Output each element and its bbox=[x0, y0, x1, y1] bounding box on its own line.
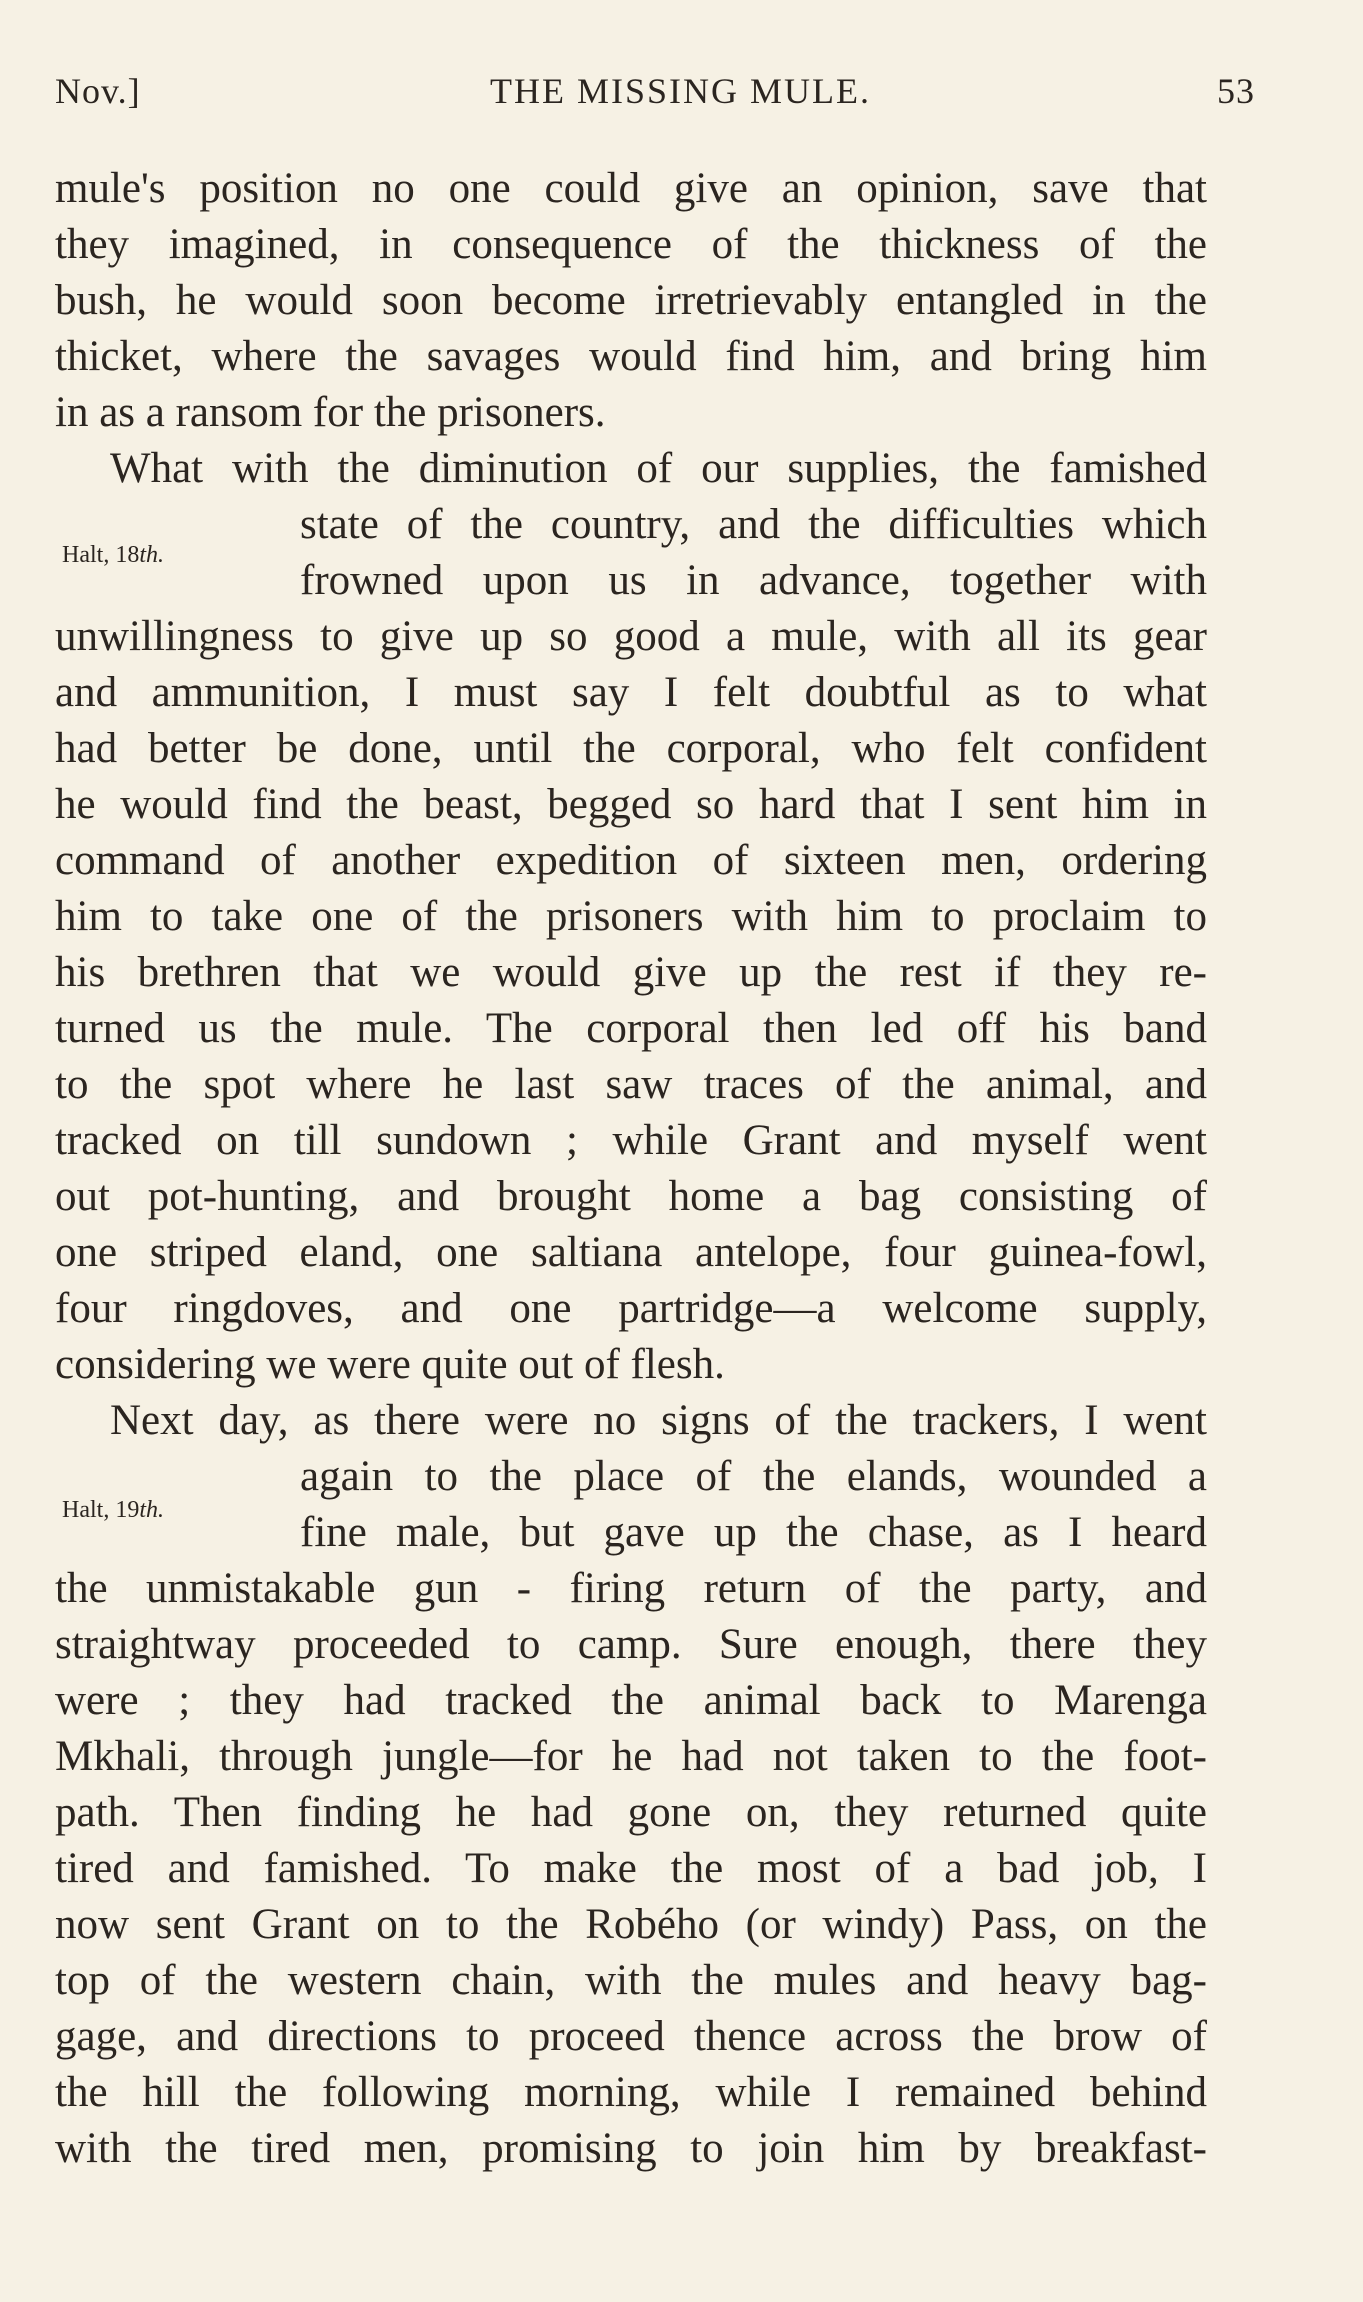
body-line: the unmistakable gun - firing return of the party, and bbox=[55, 1565, 1207, 1612]
body-line: they imagined, in consequence of the thickness of the bbox=[55, 221, 1207, 268]
body-line: turned us the mule. The corporal then led off his band bbox=[55, 1005, 1207, 1052]
body-line: straightway proceeded to camp. Sure enough, there they bbox=[55, 1621, 1207, 1668]
body-line: path. Then finding he had gone on, they returned quite bbox=[55, 1789, 1207, 1836]
body-line: unwillingness to give up so good a mule, with all its gear bbox=[55, 613, 1207, 660]
body-line: his brethren that we would give up the rest if they re- bbox=[55, 949, 1207, 996]
body-line: now sent Grant on to the Robého (or windy) Pass, on the bbox=[55, 1901, 1207, 1948]
body-line: fine male, but gave up the chase, as I heard bbox=[300, 1509, 1207, 1556]
body-line: were ; they had tracked the animal back to Marenga bbox=[55, 1677, 1207, 1724]
body-line: him to take one of the prisoners with him to proclaim to bbox=[55, 893, 1207, 940]
body-line: considering we were quite out of flesh. bbox=[55, 1341, 725, 1388]
margin-note-halt-18: Halt, 18th. bbox=[62, 542, 164, 568]
body-line: Mkhali, through jungle—for he had not taken to the foot- bbox=[55, 1733, 1207, 1780]
body-line: with the tired men, promising to join him by breakfast- bbox=[55, 2125, 1207, 2172]
running-header bbox=[55, 70, 1255, 120]
header-month: Nov.] bbox=[55, 71, 141, 111]
body-line: mule's position no one could give an opinion, save that bbox=[55, 165, 1207, 212]
margin-note-halt-19: Halt, 19th. bbox=[62, 1497, 164, 1523]
body-line: four ringdoves, and one partridge—a welcome supply, bbox=[55, 1285, 1207, 1332]
body-line: he would find the beast, begged so hard that I sent him in bbox=[55, 781, 1207, 828]
body-line: thicket, where the savages would find him, and bring him bbox=[55, 333, 1207, 380]
body-line: the hill the following morning, while I remained behind bbox=[55, 2069, 1207, 2116]
body-line: gage, and directions to proceed thence across the brow of bbox=[55, 2013, 1207, 2060]
body-line: had better be done, until the corporal, who felt confident bbox=[55, 725, 1207, 772]
body-line: again to the place of the elands, wounded a bbox=[300, 1453, 1207, 1500]
body-line: What with the diminution of our supplies, the famished bbox=[110, 445, 1207, 492]
body-line: command of another expedition of sixteen men, ordering bbox=[55, 837, 1207, 884]
body-line: bush, he would soon become irretrievably entangled in the bbox=[55, 277, 1207, 324]
body-line: one striped eland, one saltiana antelope, four guinea-fowl, bbox=[55, 1229, 1207, 1276]
body-line: tired and famished. To make the most of a bad job, I bbox=[55, 1845, 1207, 1892]
body-line: Next day, as there were no signs of the trackers, I went bbox=[110, 1397, 1207, 1444]
body-line: frowned upon us in advance, together with bbox=[300, 557, 1207, 604]
body-line: in as a ransom for the prisoners. bbox=[55, 389, 606, 436]
body-line: tracked on till sundown ; while Grant and myself went bbox=[55, 1117, 1207, 1164]
body-line: and ammunition, I must say I felt doubtful as to what bbox=[55, 669, 1207, 716]
header-title: THE MISSING MULE. bbox=[490, 71, 871, 111]
body-line: state of the country, and the difficulties which bbox=[300, 501, 1207, 548]
page-number: 53 bbox=[1217, 71, 1255, 111]
body-line: to the spot where he last saw traces of the animal, and bbox=[55, 1061, 1207, 1108]
body-line: out pot-hunting, and brought home a bag consisting of bbox=[55, 1173, 1207, 1220]
body-line: top of the western chain, with the mules and heavy bag- bbox=[55, 1957, 1207, 2004]
